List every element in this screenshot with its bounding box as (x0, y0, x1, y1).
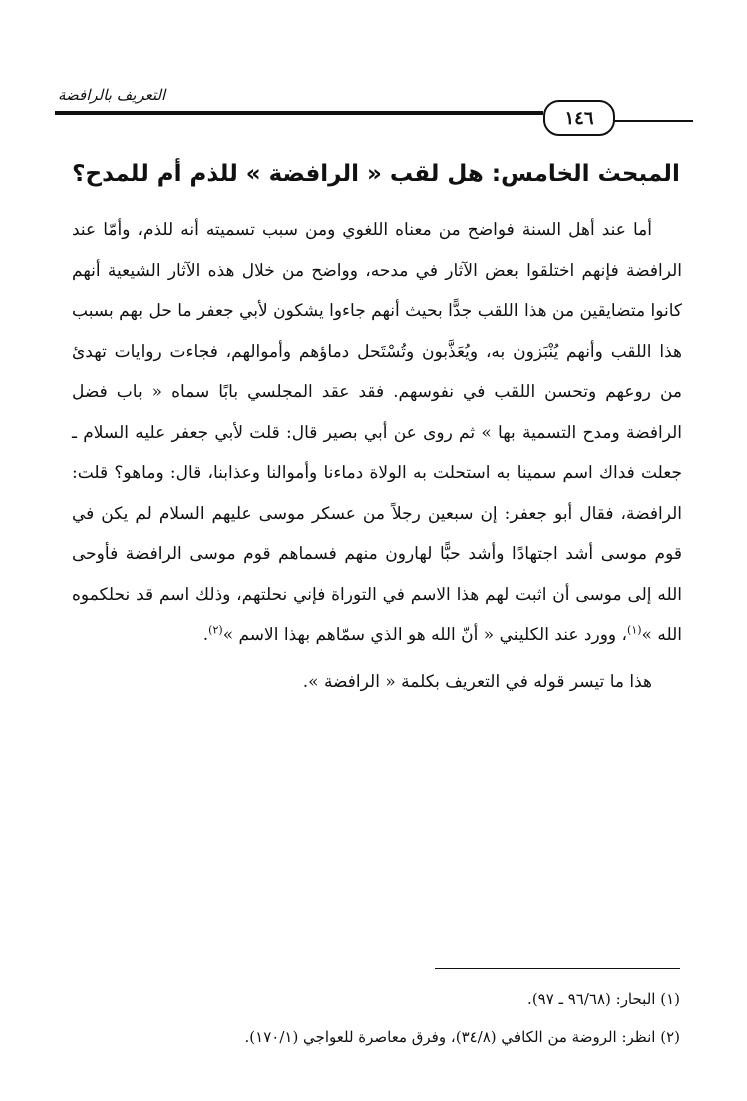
paragraph-1-cont: ، وورد عند الكليني « أنّ الله هو الذي سمّاهم بهذا الاسم » (222, 625, 628, 645)
footnote-separator (435, 968, 680, 969)
footnote-2: (٢) انظر: الروضة من الكافي (٣٤/٨)، وفرق معاصرة للعواجي (١٧٠/١). (244, 1028, 680, 1046)
paragraph-2: هذا ما تيسر قوله في التعريف بكلمة « الرافضة ». (302, 671, 652, 692)
footnotes (72, 980, 680, 1056)
paragraph-1-text: أما عند أهل السنة فواضح من معناه اللغوي ومن سبب تسميته أنه للذم، وأمّا عند الرافضة فإنهم اختلقوا بعض الآثار في مدحه، وواضح من خلال هذه الآثار الشيعية أنهم كانوا متضايقين من هذا اللقب جدًّا بحيث أنهم جاءوا يشكون لأبي جعفر ما حل بهم بسبب هذا اللقب وأنهم يُنْبَزون به، ويُعَذَّبون وتُسْتَحل دماؤهم وأموالهم، فجاءت روايات تهدئ من روعهم وتحسن اللقب في نفوسهم. فقد عقد المجلسي بابًا سماه « باب فضل الرافضة ومدح التسمية بها » ثم روى عن أبي بصير قال: قلت لأبي جعفر عليه السلام ـ جعلت فداك اسم سمينا به استحلت به الولاة دماءنا وأموالنا وعذابنا، قال: وماهو؟ قلت: الرافضة، فقال أبو جعفر: إن سبعين رجلاً من عسكر موسى عليهم السلام لم يكن في قوم موسى أشد اجتهادًا وأشد حبًّا لهارون منهم فسماهم قوم موسى الرافضة فأوحى الله إلى موسى أن اثبت لهم هذا الاسم في التوراة فإني نحلتهم، وذلك اسم قد نحلكموه الله » (72, 220, 682, 645)
page-number: ١٤٦ (543, 100, 615, 136)
footnote-ref-1: (١) (627, 623, 642, 637)
header-rule (55, 111, 543, 115)
body-text (72, 210, 682, 702)
section-heading: المبحث الخامس: هل لقب « الرافضة » للذم أم للمدح؟ (72, 161, 680, 187)
running-title: التعريف بالرافضة (58, 86, 166, 104)
footnote-ref-2: (٢) (208, 623, 223, 637)
footnote-1: (١) البحار: (٩٦/٦٨ ـ ٩٧). (527, 990, 680, 1008)
paragraph-1-end: . (202, 625, 209, 645)
paragraph-1 (72, 210, 682, 656)
